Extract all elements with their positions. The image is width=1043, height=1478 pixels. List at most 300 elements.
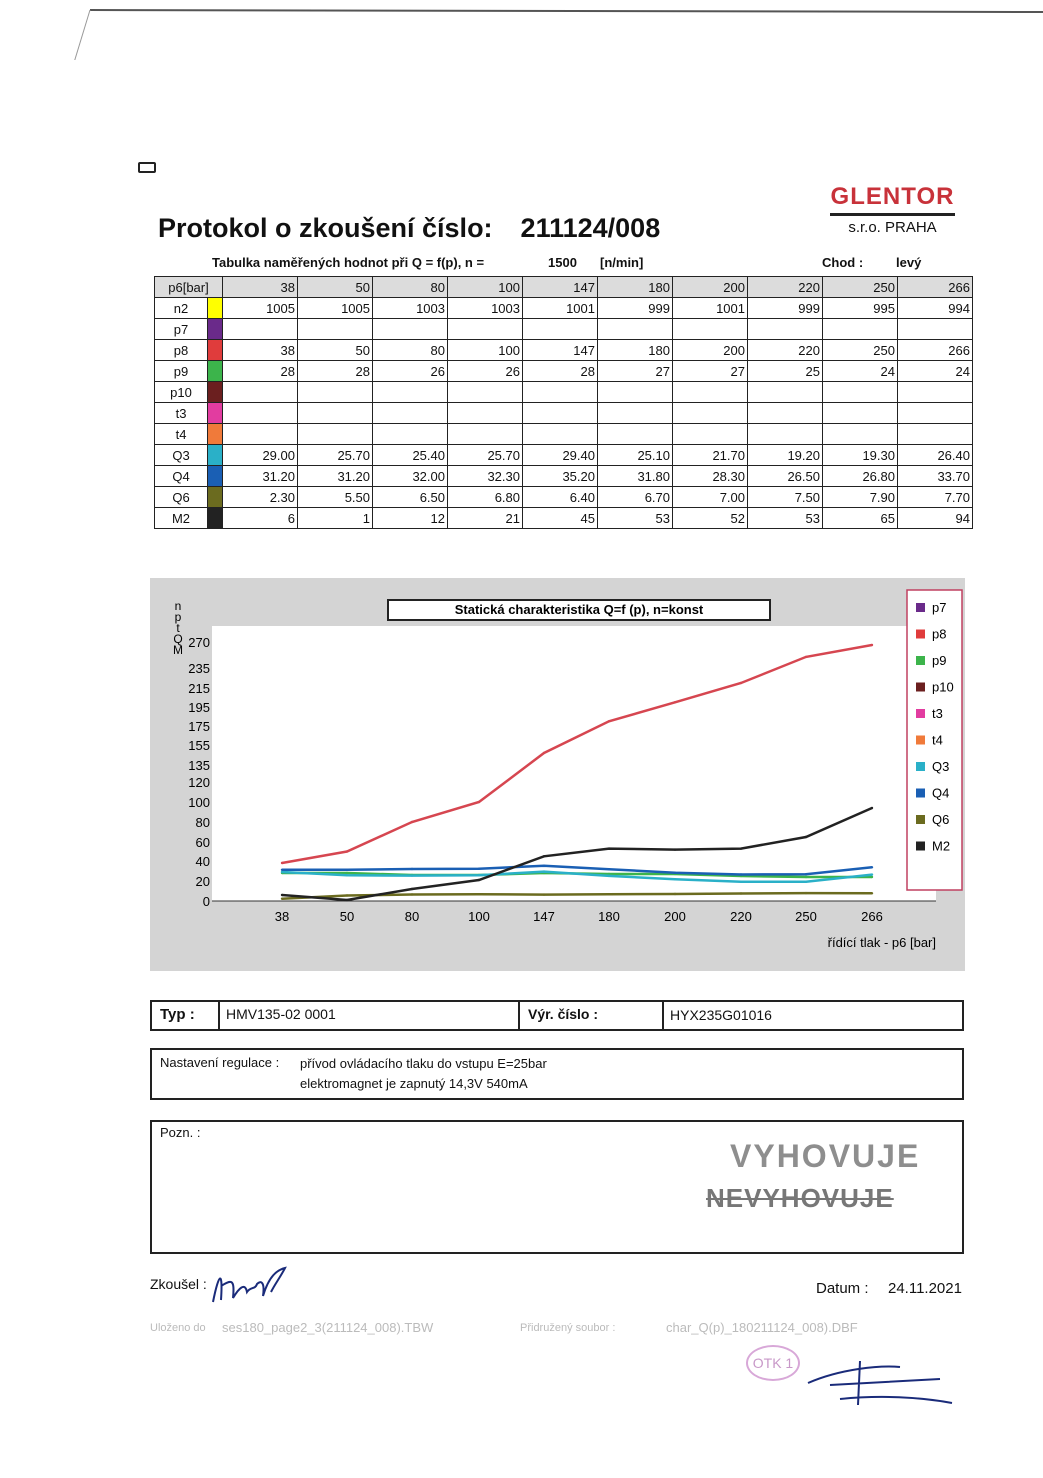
datum-value: 24.11.2021 <box>888 1280 962 1297</box>
table-row <box>155 508 973 529</box>
table-cell: 53 <box>598 508 673 529</box>
data-point-q6 <box>805 892 807 894</box>
table-cell <box>373 382 448 403</box>
table-cell: 28 <box>298 361 373 382</box>
table-cell <box>448 382 523 403</box>
pridruzeny-file: char_Q(p)_180211124_008).DBF <box>666 1320 858 1335</box>
data-point-m2 <box>674 848 676 850</box>
y-tick-label: 0 <box>202 894 210 909</box>
table-cell: 28 <box>523 361 598 382</box>
chart-panel <box>150 578 965 971</box>
y-axis-letter: t <box>176 621 180 635</box>
table-cell <box>373 319 448 340</box>
row-label: p7 <box>155 319 208 340</box>
typ-label: Typ : <box>160 1006 195 1023</box>
table-cell <box>748 403 823 424</box>
legend-swatch-q6 <box>916 815 925 824</box>
data-point-q4 <box>608 868 610 870</box>
vyr-label: Výr. číslo : <box>528 1006 599 1022</box>
table-cell: 1003 <box>373 298 448 319</box>
legend-label-q6: Q6 <box>932 812 950 827</box>
table-cell: 29.40 <box>523 445 598 466</box>
table-cell: 31.20 <box>223 466 298 487</box>
table-cell: 25 <box>748 361 823 382</box>
table-cell: 1003 <box>448 298 523 319</box>
table-cell: 21.70 <box>673 445 748 466</box>
y-axis-letter: n <box>174 599 182 613</box>
page-edge <box>0 0 1043 60</box>
data-point-m2 <box>805 836 807 838</box>
typ-cell <box>218 1002 520 1029</box>
table-cell <box>748 319 823 340</box>
data-point-q6 <box>543 893 545 895</box>
company-logo <box>830 183 955 236</box>
data-point-q3 <box>281 871 283 873</box>
table-cell: 26.80 <box>823 466 898 487</box>
table-cell <box>448 319 523 340</box>
table-cell: 266 <box>898 340 973 361</box>
data-point-p8 <box>543 752 545 754</box>
data-point-m2 <box>543 855 545 857</box>
table-cell <box>898 403 973 424</box>
table-cell: 26 <box>373 361 448 382</box>
data-point-q6 <box>478 893 480 895</box>
table-cell <box>223 382 298 403</box>
title-label: Protokol o zkoušení číslo: <box>158 213 493 243</box>
data-point-q4 <box>281 869 283 871</box>
row-label: Q4 <box>155 466 208 487</box>
page-title <box>158 213 660 244</box>
row-label: M2 <box>155 508 208 529</box>
typ-value: HMV135-02 0001 <box>226 1006 336 1022</box>
y-tick-label: 155 <box>188 738 210 753</box>
table-cell: 6.50 <box>373 487 448 508</box>
table-cell: 1 <box>298 508 373 529</box>
x-tick-label: 200 <box>664 909 686 924</box>
y-axis-letter: Q <box>173 632 183 646</box>
column-header: 38 <box>223 277 298 298</box>
chart-svg <box>150 578 965 971</box>
color-swatch <box>208 508 223 529</box>
color-swatch <box>208 403 223 424</box>
table-cell: 1005 <box>298 298 373 319</box>
data-point-q3 <box>608 875 610 877</box>
table-row <box>155 319 973 340</box>
table-cell <box>898 424 973 445</box>
table-cell: 7.90 <box>823 487 898 508</box>
table-cell: 200 <box>673 340 748 361</box>
y-tick-label: 20 <box>195 874 210 889</box>
table-cell: 180 <box>598 340 673 361</box>
legend-label-p8: p8 <box>932 626 947 642</box>
table-cell <box>823 382 898 403</box>
table-cell: 32.00 <box>373 466 448 487</box>
column-header: 220 <box>748 277 823 298</box>
data-point-q4 <box>871 866 873 868</box>
column-header: 250 <box>823 277 898 298</box>
table-row <box>155 361 973 382</box>
x-tick-label: 100 <box>468 909 490 924</box>
data-point-q6 <box>281 898 283 900</box>
table-cell <box>673 319 748 340</box>
table-cell <box>823 424 898 445</box>
color-swatch <box>208 466 223 487</box>
data-point-p8 <box>411 821 413 823</box>
company-name: GLENTOR <box>830 183 955 216</box>
table-cell: 45 <box>523 508 598 529</box>
table-cell: 27 <box>598 361 673 382</box>
table-row <box>155 466 973 487</box>
table-cell: 80 <box>373 340 448 361</box>
y-tick-label: 195 <box>188 700 210 715</box>
table-cell <box>523 424 598 445</box>
vyr-value-cell <box>662 1002 964 1029</box>
stamp-nevyhovuje: NEVYHOVUJE <box>706 1183 894 1213</box>
table-row <box>155 382 973 403</box>
otk-stamp: OTK 1 <box>746 1345 800 1381</box>
table-cell <box>298 319 373 340</box>
table-cell: 33.70 <box>898 466 973 487</box>
y-axis-letter: p <box>174 610 182 624</box>
table-cell <box>748 382 823 403</box>
legend-label-q4: Q4 <box>932 785 950 801</box>
table-cell: 53 <box>748 508 823 529</box>
x-tick-label: 266 <box>861 909 883 924</box>
color-swatch <box>208 382 223 403</box>
table-cell: 147 <box>523 340 598 361</box>
legend-label-m2: M2 <box>932 838 951 854</box>
legend-swatch-t3 <box>916 709 925 718</box>
legend-label-t3: t3 <box>932 706 943 721</box>
stamp-vyhovuje: VYHOVUJE <box>730 1138 921 1174</box>
table-cell <box>223 403 298 424</box>
table-cell <box>598 382 673 403</box>
legend-swatch-p10 <box>916 683 925 692</box>
table-cell: 31.80 <box>598 466 673 487</box>
ulozeno-file: ses180_page2_3(211124_008).TBW <box>222 1320 434 1335</box>
legend-swatch-q4 <box>916 789 925 798</box>
table-cell: 994 <box>898 298 973 319</box>
color-swatch <box>208 424 223 445</box>
legend-label-p7: p7 <box>932 600 947 615</box>
table-cell: 6.70 <box>598 487 673 508</box>
chod-value: levý <box>896 255 922 270</box>
legend-swatch-t4 <box>916 736 925 745</box>
table-cell <box>823 403 898 424</box>
legend-swatch-q3 <box>916 762 925 771</box>
data-point-q3 <box>740 881 742 883</box>
data-point-p8 <box>281 862 283 864</box>
table-cell: 25.70 <box>448 445 523 466</box>
table-cell: 28.30 <box>673 466 748 487</box>
table-cell: 7.50 <box>748 487 823 508</box>
y-tick-label: 175 <box>188 719 210 734</box>
y-tick-label: 215 <box>188 681 210 696</box>
table-cell <box>298 424 373 445</box>
data-point-p8 <box>478 801 480 803</box>
table-cell: 250 <box>823 340 898 361</box>
nastaveni-label: Nastavení regulace : <box>160 1055 280 1070</box>
table-cell <box>223 319 298 340</box>
data-point-p8 <box>740 682 742 684</box>
data-point-q6 <box>608 893 610 895</box>
data-point-m2 <box>740 847 742 849</box>
table-cell: 19.30 <box>823 445 898 466</box>
column-header: 200 <box>673 277 748 298</box>
rpm-unit: [n/min] <box>600 255 644 270</box>
column-header: 80 <box>373 277 448 298</box>
row-label: t4 <box>155 424 208 445</box>
datum-label: Datum : <box>816 1280 869 1297</box>
nastaveni-box <box>150 1048 964 1100</box>
table-cell: 21 <box>448 508 523 529</box>
data-point-q4 <box>346 869 348 871</box>
table-row <box>155 487 973 508</box>
vyr-cell <box>518 1002 664 1029</box>
data-point-q3 <box>411 874 413 876</box>
color-swatch <box>208 445 223 466</box>
data-point-q4 <box>674 872 676 874</box>
row-label: t3 <box>155 403 208 424</box>
x-tick-label: 180 <box>598 909 620 924</box>
plot-area <box>212 626 936 901</box>
table-cell: 28 <box>223 361 298 382</box>
data-point-q6 <box>740 892 742 894</box>
data-point-q3 <box>543 870 545 872</box>
table-cell <box>823 319 898 340</box>
chod-label: Chod : <box>822 255 864 270</box>
data-point-p8 <box>871 644 873 646</box>
x-axis-label: řídící tlak - p6 [bar] <box>827 935 936 950</box>
data-point-q4 <box>478 868 480 870</box>
table-cell <box>598 424 673 445</box>
table-cell: 65 <box>823 508 898 529</box>
rpm-value: 1500 <box>548 255 577 270</box>
nastaveni-line1: přívod ovládacího tlaku do vstupu E=25bar <box>300 1056 547 1071</box>
table-cell <box>448 424 523 445</box>
table-cell <box>898 382 973 403</box>
data-point-m2 <box>346 899 348 901</box>
table-cell: 100 <box>448 340 523 361</box>
legend-label-q3: Q3 <box>932 759 950 774</box>
table-cell <box>523 382 598 403</box>
chart-title: Statická charakteristika Q=f (p), n=konst <box>454 602 704 617</box>
row-label: p8 <box>155 340 208 361</box>
table-row <box>155 340 973 361</box>
y-tick-label: 120 <box>188 775 210 790</box>
y-axis-letter: M <box>173 643 183 657</box>
pridruzeny-label: Přidružený soubor : <box>520 1322 616 1334</box>
legend-label-p10: p10 <box>932 679 954 695</box>
table-cell: 32.30 <box>448 466 523 487</box>
table-cell: 7.00 <box>673 487 748 508</box>
x-tick-label: 38 <box>274 909 290 924</box>
nastaveni-line2: elektromagnet je zapnutý 14,3V 540mA <box>300 1076 528 1091</box>
legend-swatch-p9 <box>916 656 925 665</box>
data-point-q3 <box>871 873 873 875</box>
row-label: Q6 <box>155 487 208 508</box>
row-label: p9 <box>155 361 208 382</box>
table-cell: 19.20 <box>748 445 823 466</box>
table-cell <box>373 403 448 424</box>
table-cell: 12 <box>373 508 448 529</box>
x-tick-label: 50 <box>339 909 355 924</box>
x-tick-label: 80 <box>404 909 420 924</box>
table-cell: 1005 <box>223 298 298 319</box>
table-cell: 35.20 <box>523 466 598 487</box>
table-cell <box>298 403 373 424</box>
table-row <box>155 445 973 466</box>
color-swatch <box>208 298 223 319</box>
data-point-q4 <box>543 865 545 867</box>
data-point-m2 <box>411 888 413 890</box>
row-label: p10 <box>155 382 208 403</box>
column-header: 147 <box>523 277 598 298</box>
color-swatch <box>208 487 223 508</box>
vyr-value: HYX235G01016 <box>670 1007 772 1023</box>
x-tick-label: 220 <box>730 909 752 924</box>
color-swatch <box>208 319 223 340</box>
table-header-label: p6[bar] <box>155 277 223 298</box>
data-point-q6 <box>871 892 873 894</box>
table-cell: 25.70 <box>298 445 373 466</box>
data-point-p8 <box>346 850 348 852</box>
table-cell <box>598 319 673 340</box>
table-cell <box>673 424 748 445</box>
row-label: Q3 <box>155 445 208 466</box>
column-header: 180 <box>598 277 673 298</box>
data-point-m2 <box>608 847 610 849</box>
y-tick-label: 135 <box>188 758 210 773</box>
y-tick-label: 80 <box>195 815 210 830</box>
zkousel-label: Zkoušel : <box>150 1276 207 1292</box>
otk-signature <box>800 1355 960 1410</box>
data-point-p8 <box>674 701 676 703</box>
data-point-q4 <box>740 873 742 875</box>
table-cell: 26 <box>448 361 523 382</box>
color-swatch <box>208 361 223 382</box>
table-cell: 50 <box>298 340 373 361</box>
data-point-q4 <box>411 868 413 870</box>
typ-box <box>150 1000 964 1031</box>
table-cell: 6 <box>223 508 298 529</box>
pozn-label: Pozn. : <box>160 1125 201 1140</box>
table-cell: 38 <box>223 340 298 361</box>
table-cell: 999 <box>598 298 673 319</box>
company-sub: s.r.o. PRAHA <box>848 219 937 236</box>
table-cell <box>673 403 748 424</box>
row-label: n2 <box>155 298 208 319</box>
y-tick-label: 100 <box>188 795 210 810</box>
legend-swatch-p8 <box>916 630 925 639</box>
legend-swatch-p7 <box>916 603 925 612</box>
table-cell: 31.20 <box>298 466 373 487</box>
data-point-q3 <box>478 874 480 876</box>
table-cell <box>898 319 973 340</box>
table-cell <box>448 403 523 424</box>
data-point-p9 <box>346 872 348 874</box>
table-cell: 6.80 <box>448 487 523 508</box>
measurement-table <box>154 276 973 529</box>
data-point-q6 <box>674 893 676 895</box>
x-tick-label: 147 <box>533 909 555 924</box>
table-cell: 29.00 <box>223 445 298 466</box>
table-cell <box>523 319 598 340</box>
table-cell <box>748 424 823 445</box>
y-tick-label: 270 <box>188 635 210 650</box>
table-cell: 26.40 <box>898 445 973 466</box>
y-tick-label: 235 <box>188 661 210 676</box>
column-header: 266 <box>898 277 973 298</box>
table-cell: 25.40 <box>373 445 448 466</box>
table-row <box>155 424 973 445</box>
x-tick-label: 250 <box>795 909 817 924</box>
table-cell: 1001 <box>673 298 748 319</box>
protocol-number: 211124/008 <box>520 213 661 243</box>
y-tick-label: 40 <box>195 854 210 869</box>
data-point-q3 <box>674 878 676 880</box>
ulozeno-label: Uloženo do <box>150 1322 206 1334</box>
data-point-m2 <box>478 879 480 881</box>
table-cell: 52 <box>673 508 748 529</box>
tester-signature <box>205 1262 295 1312</box>
column-header: 50 <box>298 277 373 298</box>
table-cell <box>223 424 298 445</box>
data-point-q6 <box>346 894 348 896</box>
data-point-p9 <box>871 876 873 878</box>
table-cell: 27 <box>673 361 748 382</box>
table-cell <box>523 403 598 424</box>
table-cell: 26.50 <box>748 466 823 487</box>
table-cell: 24 <box>823 361 898 382</box>
data-point-q6 <box>411 893 413 895</box>
data-point-q3 <box>805 881 807 883</box>
table-cell: 995 <box>823 298 898 319</box>
column-header: 100 <box>448 277 523 298</box>
table-cell: 1001 <box>523 298 598 319</box>
table-cell: 25.10 <box>598 445 673 466</box>
y-tick-label: 60 <box>195 835 210 850</box>
data-point-m2 <box>281 894 283 896</box>
data-point-q4 <box>805 873 807 875</box>
table-cell: 2.30 <box>223 487 298 508</box>
table-cell: 5.50 <box>298 487 373 508</box>
table-header-row <box>155 277 973 298</box>
legend-label-p9: p9 <box>932 653 947 668</box>
legend-swatch-m2 <box>916 842 925 851</box>
color-swatch <box>208 340 223 361</box>
table-caption: Tabulka naměřených hodnot při Q = f(p), n = <box>212 255 485 270</box>
table-cell: 999 <box>748 298 823 319</box>
table-cell <box>373 424 448 445</box>
table-cell: 94 <box>898 508 973 529</box>
data-point-p9 <box>805 876 807 878</box>
table-cell <box>298 382 373 403</box>
table-cell <box>673 382 748 403</box>
data-point-p8 <box>608 720 610 722</box>
data-point-p8 <box>805 656 807 658</box>
data-point-q3 <box>346 874 348 876</box>
table-cell: 7.70 <box>898 487 973 508</box>
table-cell: 6.40 <box>523 487 598 508</box>
table-row <box>155 298 973 319</box>
data-point-m2 <box>871 807 873 809</box>
binder-mark <box>138 162 156 173</box>
table-row <box>155 403 973 424</box>
table-cell: 24 <box>898 361 973 382</box>
table-cell: 220 <box>748 340 823 361</box>
legend-label-t4: t4 <box>932 732 943 748</box>
